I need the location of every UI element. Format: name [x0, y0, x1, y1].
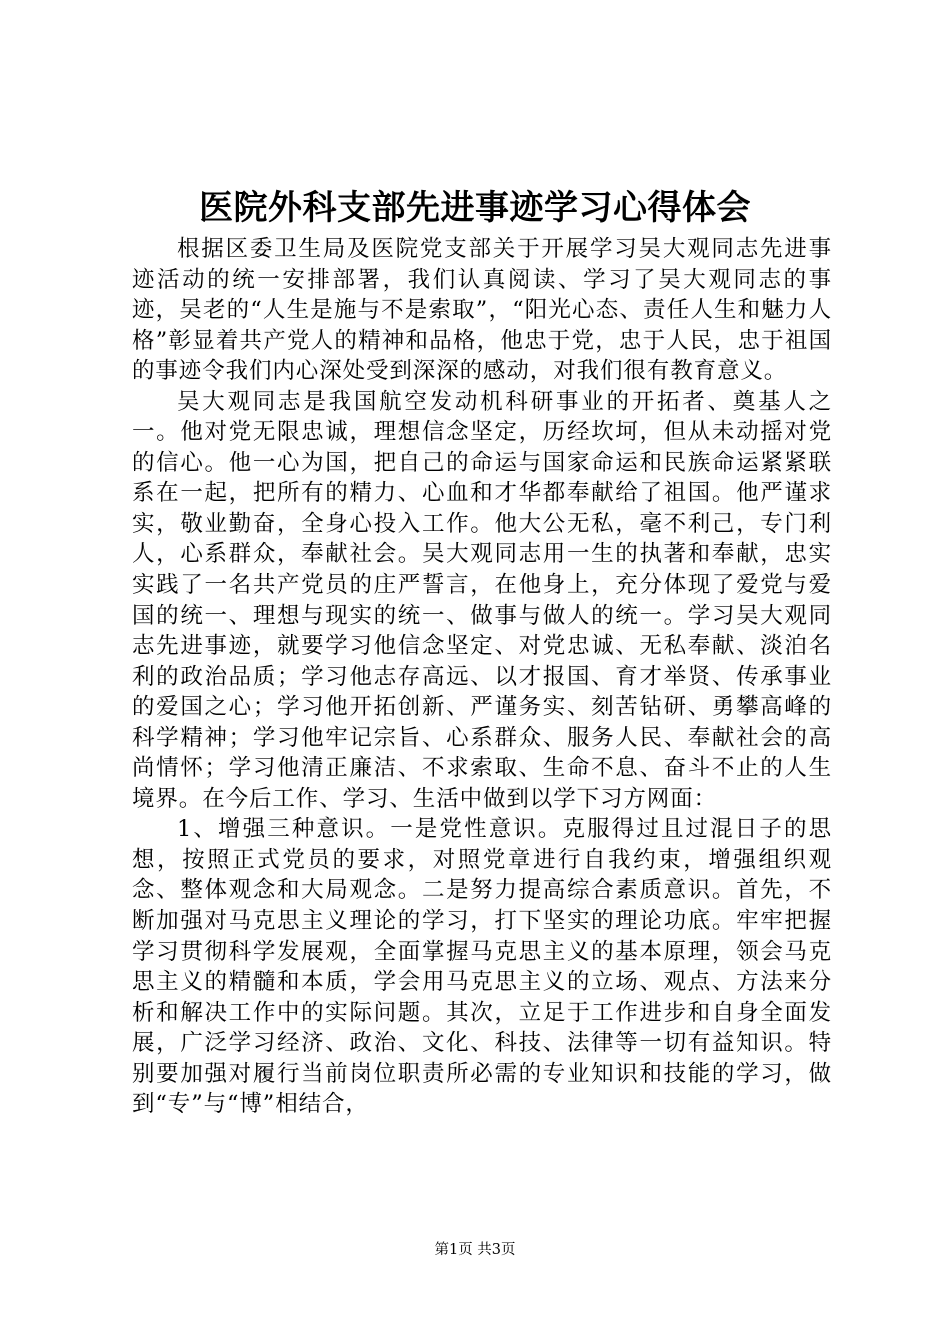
page-number-footer: 第1页 共3页 — [434, 1242, 516, 1258]
document-body — [132, 234, 832, 1120]
paragraph-intro: 根据区委卫生局及医院党支部关于开展学习吴大观同志先进事迹活动的统一安排部署，我们认真阅读、学习了吴大观同志的事迹，吴老的“人生是施与不是索取”，“阳光心态、责任人生和魅力人格”彰显着共产党人的精神和品格，他忠于党，忠于人民，忠于祖国的事迹令我们内心深处受到深深的感动，对我们很有教育意义。 — [132, 236, 832, 385]
paragraph-wu-daguan: 吴大观同志是我国航空发动机科研事业的开拓者、奠基人之一。他对党无限忠诚，理想信念坚定，历经坎坷，但从未动摇对党的信心。他一心为国，把自己的命运与国家命运和民族命运紧紧联系在一起，把所有的精力、心血和才华都奉献给了祖国。他严谨求实，敬业勤奋，全身心投入工作。他大公无私，毫不利己，专门利人，心系群众，奉献社会。吴大观同志用一生的执著和奉献，忠实实践了一名共产党员的庄严誓言，在他身上，充分体现了爱党与爱国的统一、理想与现实的统一、做事与做人的统一。学习吴大观同志先进事迹，就要学习他信念坚定、对党忠诚、无私奉献、淡泊名利的政治品质；学习他志存高远、以才报国、育才举贤、传承事业的爱国之心；学习他开拓创新、严谨务实、刻苦钻研、勇攀高峰的科学精神；学习他牢记宗旨、心系群众、服务人民、奉献社会的高尚情怀；学习他清正廉洁、不求索取、生命不息、奋斗不止的人生境界。在今后工作、学习、生活中做到以学下习方网面： — [132, 388, 832, 812]
paragraph-three-awareness: 1、增强三种意识。一是党性意识。克服得过且过混日子的思想，按照正式党员的要求，对照党章进行自我约束，增强组织观念、整体观念和大局观念。二是努力提高综合素质意识。首先，不断加强对马克思主义理论的学习，打下坚实的理论功底。牢牢把握学习贯彻科学发展观，全面掌握马克思主义的基本原理，领会马克思主义的精髓和本质，学会用马克思主义的立场、观点、方法来分析和解决工作中的实际问题。其次，立足于工作进步和自身全面发展，广泛学习经济、政治、文化、科技、法律等一切有益知识。特别要加强对履行当前岗位职责所必需的专业知识和技能的学习，做到“专”与“博”相结合， — [132, 816, 832, 1118]
document-title: 医院外科支部先进事迹学习心得体会 — [199, 188, 751, 228]
